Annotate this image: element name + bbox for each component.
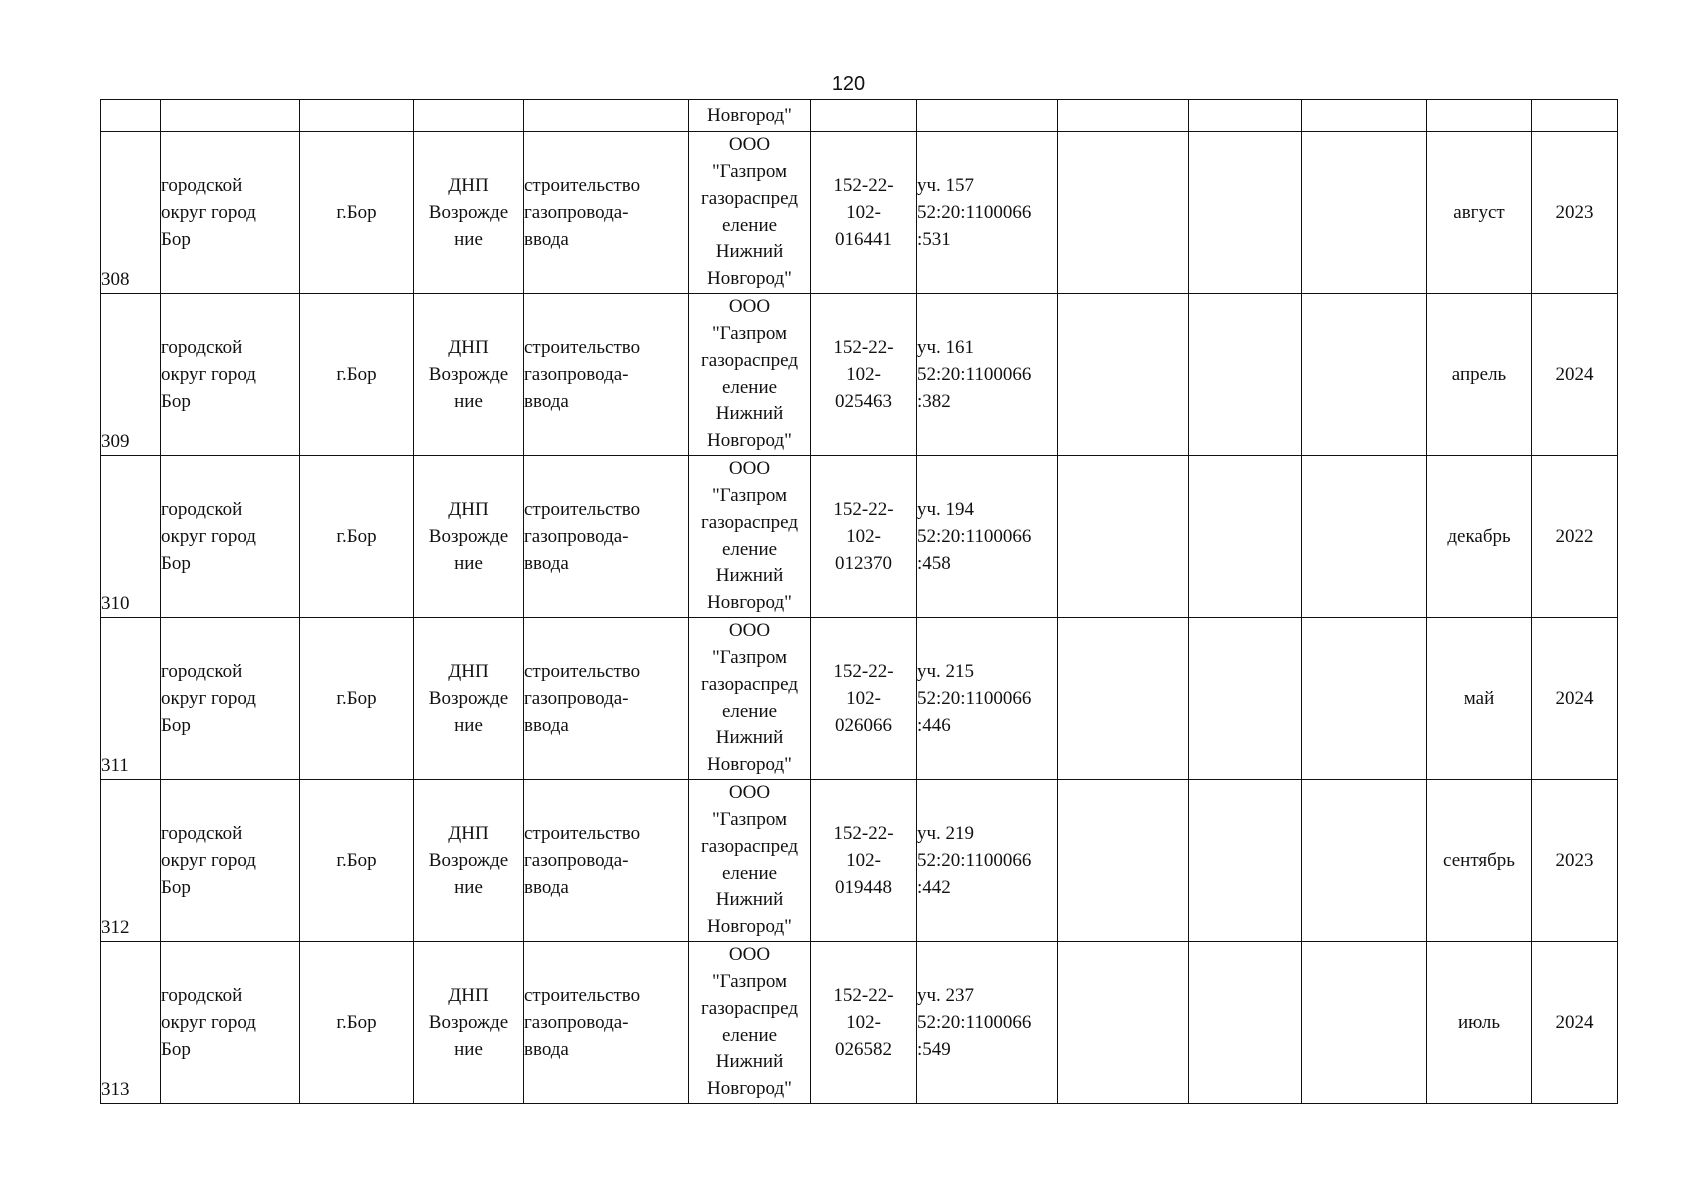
plot-line: уч. 215 <box>917 661 975 682</box>
month-text: май <box>1463 688 1495 709</box>
purpose-line: строительство <box>524 337 641 358</box>
settlement-line: ние <box>454 877 483 898</box>
organization-line: Нижний <box>715 1051 784 1073</box>
cell-empty <box>1189 100 1302 132</box>
organization-line: еление <box>721 700 778 722</box>
organization-line: "Газпром <box>711 646 788 668</box>
application-number-line: 102- <box>846 1012 881 1033</box>
plot-cell <box>917 618 1058 780</box>
district-line: Бор <box>161 391 191 412</box>
purpose-line: газопровода- <box>524 202 629 223</box>
district-line: Бор <box>161 553 191 574</box>
table-body <box>101 100 1618 1104</box>
organization-cell <box>689 132 811 294</box>
purpose-line: газопровода- <box>524 526 629 547</box>
organization-line: газораспред <box>700 835 798 857</box>
district-line: Бор <box>161 877 191 898</box>
plot-cell <box>917 456 1058 618</box>
year-text: 2024 <box>1555 688 1594 709</box>
purpose-line: газопровода- <box>524 364 629 385</box>
settlement-cell <box>414 942 524 1104</box>
org-continuation-text: Новгород" <box>707 104 792 126</box>
purpose-cell <box>524 942 689 1104</box>
cell-empty <box>1058 132 1189 294</box>
org-continuation-cell <box>689 100 811 132</box>
city-text: г.Бор <box>336 850 377 871</box>
application-number-line: 026582 <box>835 1039 892 1060</box>
district-line: округ город <box>161 688 256 709</box>
city-text: г.Бор <box>336 202 377 223</box>
row-number: 312 <box>101 917 130 938</box>
purpose-line: газопровода- <box>524 688 629 709</box>
district-line: городской <box>161 175 243 196</box>
city-text: г.Бор <box>336 526 377 547</box>
month-text: апрель <box>1451 364 1507 385</box>
purpose-line: строительство <box>524 823 641 844</box>
year-cell <box>1532 132 1618 294</box>
application-number-line: 016441 <box>835 229 892 250</box>
organization-line: ООО <box>728 782 771 804</box>
cell-empty <box>1058 618 1189 780</box>
year-text: 2024 <box>1555 364 1594 385</box>
city-cell <box>300 294 414 456</box>
district-cell <box>161 456 300 618</box>
cell-empty <box>1302 132 1427 294</box>
year-cell <box>1532 942 1618 1104</box>
organization-line: ООО <box>728 296 771 318</box>
month-cell <box>1427 618 1532 780</box>
organization-line: Нижний <box>715 889 784 911</box>
purpose-cell <box>524 456 689 618</box>
purpose-cell <box>524 780 689 942</box>
settlement-line: ние <box>454 715 483 736</box>
organization-line: еление <box>721 538 778 560</box>
cell-empty <box>1302 456 1427 618</box>
organization-line: ООО <box>728 134 771 156</box>
city-text: г.Бор <box>336 688 377 709</box>
cell-empty <box>1189 294 1302 456</box>
district-cell <box>161 942 300 1104</box>
table-row <box>101 942 1618 1104</box>
organization-line: газораспред <box>700 673 798 695</box>
district-line: округ город <box>161 850 256 871</box>
table-row <box>101 618 1618 780</box>
district-cell <box>161 780 300 942</box>
application-number-line: 152-22- <box>833 499 894 520</box>
plot-line: :549 <box>917 1039 951 1060</box>
organization-line: Новгород" <box>707 1078 792 1100</box>
organization-cell <box>689 942 811 1104</box>
settlement-cell <box>414 780 524 942</box>
row-number-cell <box>101 942 161 1104</box>
cell-empty <box>1302 780 1427 942</box>
year-cell <box>1532 294 1618 456</box>
purpose-cell <box>524 618 689 780</box>
district-line: округ город <box>161 1012 256 1033</box>
plot-line: :458 <box>917 553 951 574</box>
row-number: 309 <box>101 431 130 452</box>
plot-line: уч. 157 <box>917 175 975 196</box>
plot-cell <box>917 294 1058 456</box>
organization-line: газораспред <box>700 997 798 1019</box>
organization-line: еление <box>721 376 778 398</box>
application-number-line: 152-22- <box>833 823 894 844</box>
settlement-line: ДНП <box>448 175 489 196</box>
city-cell <box>300 618 414 780</box>
month-cell <box>1427 132 1532 294</box>
organization-line: Нижний <box>715 241 784 263</box>
month-cell <box>1427 942 1532 1104</box>
city-cell <box>300 132 414 294</box>
month-text: июль <box>1457 1012 1501 1033</box>
month-text: декабрь <box>1447 526 1511 547</box>
plot-line: :382 <box>917 391 951 412</box>
application-number-line: 152-22- <box>833 985 894 1006</box>
organization-cell <box>689 456 811 618</box>
row-number-cell <box>101 780 161 942</box>
application-number-line: 012370 <box>835 553 892 574</box>
application-number-cell <box>811 294 917 456</box>
purpose-line: строительство <box>524 175 641 196</box>
cell-empty <box>1058 100 1189 132</box>
plot-line: 52:20:1100066 <box>917 850 1032 871</box>
settlement-line: ние <box>454 1039 483 1060</box>
plot-cell <box>917 942 1058 1104</box>
application-number-line: 102- <box>846 526 881 547</box>
purpose-line: газопровода- <box>524 850 629 871</box>
district-line: городской <box>161 661 243 682</box>
register-table <box>100 99 1618 1104</box>
cell-empty <box>101 100 161 132</box>
plot-line: :442 <box>917 877 951 898</box>
plot-line: уч. 219 <box>917 823 975 844</box>
purpose-line: строительство <box>524 661 641 682</box>
application-number-line: 019448 <box>835 877 892 898</box>
application-number-cell <box>811 942 917 1104</box>
purpose-line: ввода <box>524 715 569 736</box>
page-number: 120 <box>831 73 866 95</box>
month-text: август <box>1453 202 1505 223</box>
plot-line: уч. 194 <box>917 499 975 520</box>
row-number-cell <box>101 132 161 294</box>
application-number-line: 152-22- <box>833 175 894 196</box>
organization-line: еление <box>721 1024 778 1046</box>
organization-cell <box>689 780 811 942</box>
purpose-line: строительство <box>524 985 641 1006</box>
month-cell <box>1427 780 1532 942</box>
purpose-line: ввода <box>524 553 569 574</box>
district-cell <box>161 132 300 294</box>
settlement-line: ДНП <box>448 823 489 844</box>
district-cell <box>161 294 300 456</box>
organization-line: "Газпром <box>711 160 788 182</box>
application-number-cell <box>811 132 917 294</box>
plot-line: 52:20:1100066 <box>917 526 1032 547</box>
cell-empty <box>1189 132 1302 294</box>
application-number-line: 102- <box>846 202 881 223</box>
cell-empty <box>524 100 689 132</box>
row-number: 310 <box>101 593 130 614</box>
application-number-line: 152-22- <box>833 661 894 682</box>
district-line: округ город <box>161 526 256 547</box>
organization-line: "Газпром <box>711 322 788 344</box>
purpose-cell <box>524 132 689 294</box>
row-number: 308 <box>101 269 130 290</box>
year-text: 2022 <box>1555 526 1594 547</box>
district-line: округ город <box>161 202 256 223</box>
application-number-cell <box>811 618 917 780</box>
year-cell <box>1532 456 1618 618</box>
month-cell <box>1427 456 1532 618</box>
cell-empty <box>1427 100 1532 132</box>
application-number-line: 102- <box>846 364 881 385</box>
purpose-line: газопровода- <box>524 1012 629 1033</box>
city-cell <box>300 780 414 942</box>
table-row <box>101 294 1618 456</box>
year-cell <box>1532 780 1618 942</box>
continuation-row <box>101 100 1618 132</box>
organization-line: ООО <box>728 458 771 480</box>
district-line: городской <box>161 823 243 844</box>
organization-line: еление <box>721 862 778 884</box>
cell-empty <box>1058 294 1189 456</box>
district-line: округ город <box>161 364 256 385</box>
application-number-line: 102- <box>846 688 881 709</box>
year-cell <box>1532 618 1618 780</box>
purpose-line: ввода <box>524 1039 569 1060</box>
organization-line: "Газпром <box>711 808 788 830</box>
settlement-line: Возрожде <box>428 688 509 709</box>
organization-line: газораспред <box>700 511 798 533</box>
purpose-line: ввода <box>524 391 569 412</box>
district-line: Бор <box>161 1039 191 1060</box>
district-line: городской <box>161 337 243 358</box>
cell-empty <box>1302 942 1427 1104</box>
application-number-line: 152-22- <box>833 337 894 358</box>
organization-line: Новгород" <box>707 268 792 290</box>
table-row <box>101 132 1618 294</box>
plot-cell <box>917 780 1058 942</box>
organization-cell <box>689 294 811 456</box>
cell-empty <box>1302 618 1427 780</box>
district-line: Бор <box>161 229 191 250</box>
settlement-cell <box>414 132 524 294</box>
settlement-line: ние <box>454 553 483 574</box>
cell-empty <box>1058 456 1189 618</box>
settlement-cell <box>414 618 524 780</box>
purpose-line: строительство <box>524 499 641 520</box>
year-text: 2023 <box>1555 202 1594 223</box>
row-number-cell <box>101 456 161 618</box>
settlement-cell <box>414 456 524 618</box>
plot-line: :446 <box>917 715 951 736</box>
cell-empty <box>1189 780 1302 942</box>
settlement-line: ДНП <box>448 985 489 1006</box>
district-cell <box>161 618 300 780</box>
year-text: 2023 <box>1555 850 1594 871</box>
plot-line: 52:20:1100066 <box>917 1012 1032 1033</box>
plot-cell <box>917 132 1058 294</box>
organization-line: ООО <box>728 620 771 642</box>
city-cell <box>300 456 414 618</box>
row-number-cell <box>101 618 161 780</box>
row-number: 311 <box>101 755 129 776</box>
cell-empty <box>1302 294 1427 456</box>
settlement-line: Возрожде <box>428 364 509 385</box>
organization-line: газораспред <box>700 349 798 371</box>
district-line: городской <box>161 499 243 520</box>
settlement-line: Возрожде <box>428 202 509 223</box>
cell-empty <box>1189 618 1302 780</box>
cell-empty <box>1189 456 1302 618</box>
organization-line: Новгород" <box>707 430 792 452</box>
settlement-line: Возрожде <box>428 1012 509 1033</box>
organization-line: еление <box>721 214 778 236</box>
city-cell <box>300 942 414 1104</box>
organization-line: "Газпром <box>711 484 788 506</box>
plot-line: 52:20:1100066 <box>917 688 1032 709</box>
cell-empty <box>414 100 524 132</box>
organization-line: газораспред <box>700 187 798 209</box>
district-line: Бор <box>161 715 191 736</box>
application-number-cell <box>811 456 917 618</box>
settlement-line: ние <box>454 391 483 412</box>
settlement-line: Возрожде <box>428 850 509 871</box>
cell-empty <box>161 100 300 132</box>
plot-line: 52:20:1100066 <box>917 202 1032 223</box>
table-row <box>101 780 1618 942</box>
settlement-cell <box>414 294 524 456</box>
settlement-line: ДНП <box>448 499 489 520</box>
plot-line: 52:20:1100066 <box>917 364 1032 385</box>
organization-line: Новгород" <box>707 754 792 776</box>
cell-empty <box>1302 100 1427 132</box>
settlement-line: ние <box>454 229 483 250</box>
cell-empty <box>917 100 1058 132</box>
city-text: г.Бор <box>336 1012 377 1033</box>
cell-empty <box>1058 942 1189 1104</box>
application-number-cell <box>811 780 917 942</box>
organization-cell <box>689 618 811 780</box>
purpose-line: ввода <box>524 877 569 898</box>
plot-line: :531 <box>917 229 951 250</box>
organization-line: Нижний <box>715 565 784 587</box>
purpose-cell <box>524 294 689 456</box>
year-text: 2024 <box>1555 1012 1594 1033</box>
month-cell <box>1427 294 1532 456</box>
organization-line: Новгород" <box>707 916 792 938</box>
application-number-line: 026066 <box>835 715 892 736</box>
row-number: 313 <box>101 1079 130 1100</box>
row-number-cell <box>101 294 161 456</box>
purpose-line: ввода <box>524 229 569 250</box>
plot-line: уч. 161 <box>917 337 975 358</box>
organization-line: Новгород" <box>707 592 792 614</box>
cell-empty <box>1532 100 1618 132</box>
cell-empty <box>1189 942 1302 1104</box>
district-line: городской <box>161 985 243 1006</box>
application-number-line: 025463 <box>835 391 892 412</box>
settlement-line: ДНП <box>448 661 489 682</box>
organization-line: ООО <box>728 944 771 966</box>
month-text: сентябрь <box>1443 850 1515 871</box>
cell-empty <box>811 100 917 132</box>
plot-line: уч. 237 <box>917 985 975 1006</box>
settlement-line: Возрожде <box>428 526 509 547</box>
organization-line: Нижний <box>715 727 784 749</box>
city-text: г.Бор <box>336 364 377 385</box>
cell-empty <box>300 100 414 132</box>
organization-line: Нижний <box>715 403 784 425</box>
settlement-line: ДНП <box>448 337 489 358</box>
organization-line: "Газпром <box>711 970 788 992</box>
cell-empty <box>1058 780 1189 942</box>
table-row <box>101 456 1618 618</box>
application-number-line: 102- <box>846 850 881 871</box>
